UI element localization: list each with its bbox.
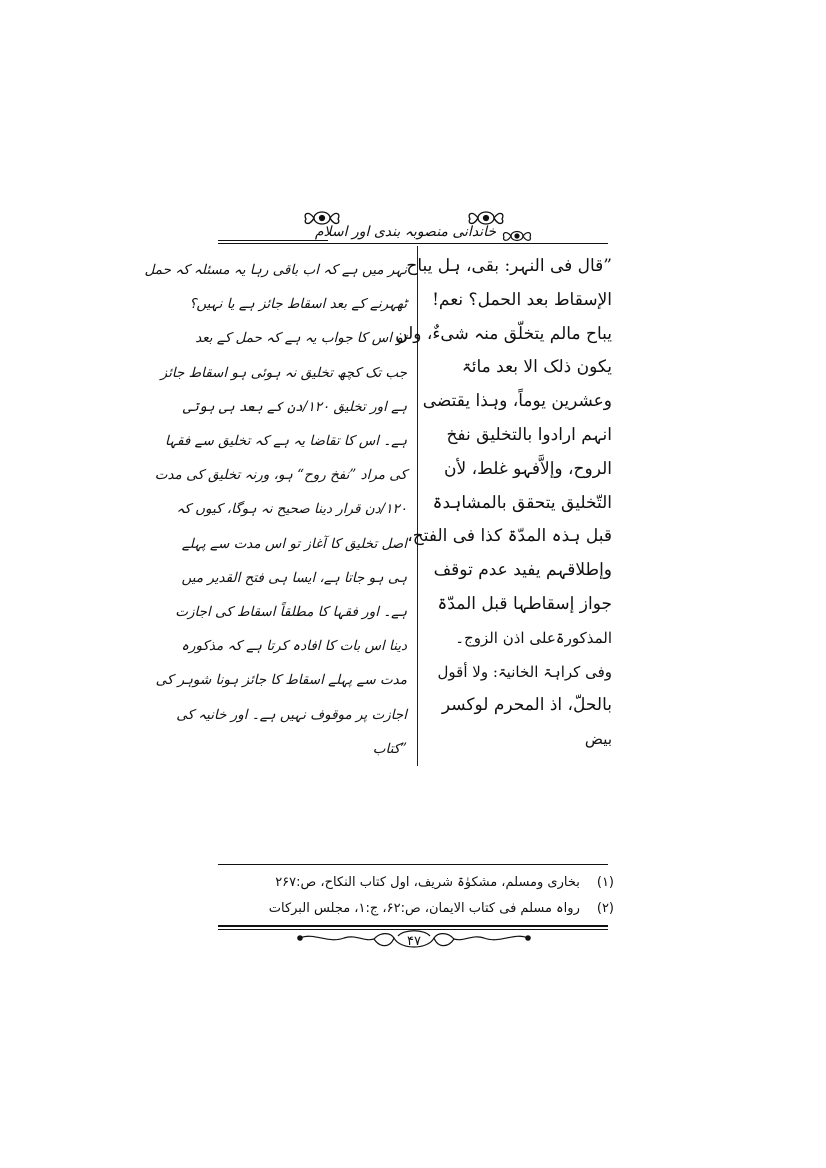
footnote-text: بخاری ومسلم، مشکوٰۃ شریف، اول کتاب النکاح، ص:۲۶۷ — [275, 875, 580, 890]
footnote-rule — [218, 864, 608, 865]
text-line: ٹھہرنے کے بعد اسقاط جائز ہے یا نہیں؟ — [189, 296, 407, 313]
footnote — [220, 896, 614, 922]
text-line: تو اس کا جواب یہ ہے کہ حمل کے بعد — [195, 330, 407, 347]
text-line: مدت سے پہلے اسقاط کا جائز ہونا شوہر کی — [155, 672, 407, 689]
footnote — [220, 870, 614, 896]
header-rule — [218, 243, 608, 244]
text-line: ”قال فی النہر: بقی، ہل یباح — [406, 256, 612, 276]
text-line: وعشرین یوماً، وہذا یقتضی — [422, 391, 612, 412]
text-line: بیض — [584, 730, 612, 749]
text-line: نہر میں ہے کہ اب باقی رہا یہ مسئلہ کہ حمل — [144, 262, 407, 278]
text-line: بالحلّ، اذ المحرم لوکسر — [441, 695, 612, 716]
running-header-title: خاندانی منصوبہ بندی اور اسلام — [314, 224, 496, 240]
text-line: یکون ذلک الا بعد مائۃ — [461, 357, 612, 378]
text-line: التّخلیق یتحقق بالمشاہدۃ — [432, 492, 612, 513]
text-line: جب تک کچھ تخلیق نہ ہوئی ہو اسقاط جائز — [160, 364, 407, 381]
text-line: انہم ارادوا بالتخلیق نفخ — [446, 424, 612, 445]
text-line: ہے۔ اور فقہا کا مطلقاً اسقاط کی اجازت — [175, 604, 407, 621]
text-line: یباح مالم یتخلّق منہ شیءٌ، ولن — [395, 323, 612, 344]
text-line: الروح، وإلاَّفہو غلط، لأن — [444, 458, 612, 479]
text-line: ہے اور تخلیق ۱۲۰/دن کے بعد ہی ہوتی — [182, 398, 407, 415]
urdu-translation-column — [144, 253, 407, 766]
footnote-number: (۱) — [596, 875, 614, 890]
header-rule — [218, 240, 328, 241]
footnotes — [220, 870, 614, 922]
text-line: ہے۔ اس کا تقاضا یہ ہے کہ تخلیق سے فقہا — [164, 433, 407, 450]
text-line: وإطلاقہم یفید عدم توقف — [433, 560, 612, 581]
text-line: ۱۲۰/دن قرار دینا صحیح نہ ہوگا، کیوں کہ — [176, 501, 407, 518]
text-line: جواز إسقاطہا قبل المدّۃ — [437, 593, 612, 614]
text-line: ”کتاب — [372, 740, 407, 757]
text-line: اجازت پر موقوف نہیں ہے۔ اور خانیہ کی — [176, 706, 407, 723]
text-line: کی مراد ”نفخ روح“ ہو، ورنہ تخلیق کی مدت — [154, 467, 407, 484]
text-line: اصل تخلیق کا آغاز تو اس مدت سے پہلے — [181, 535, 407, 552]
text-line: دینا اس بات کا افادہ کرتا ہے کہ مذکورہ — [181, 638, 407, 655]
text-line: وفی کراہۃ الخانیۃ: ولا أقول — [437, 662, 612, 681]
text-line: المذکورۃعلی اذن الزوج۔ — [455, 628, 612, 647]
text-line: ہی ہو جاتا ہے، ایسا ہی فتح القدیر میں — [181, 569, 407, 586]
footnote-text: رواہ مسلم فی کتاب الایمان، ص:۶۲، ج:۱، مجلس البرکات — [268, 901, 580, 916]
footer-rule — [218, 925, 608, 927]
arabic-quote-column — [395, 250, 612, 757]
page-number: ۴۷ — [407, 934, 421, 949]
footnote-number: (۲) — [596, 901, 614, 916]
text-line: الإسقاط بعد الحمل؟ نعم! — [432, 289, 612, 310]
text-line: قبل ہذہ المدّۃ کذا فی الفتح، — [407, 526, 612, 547]
